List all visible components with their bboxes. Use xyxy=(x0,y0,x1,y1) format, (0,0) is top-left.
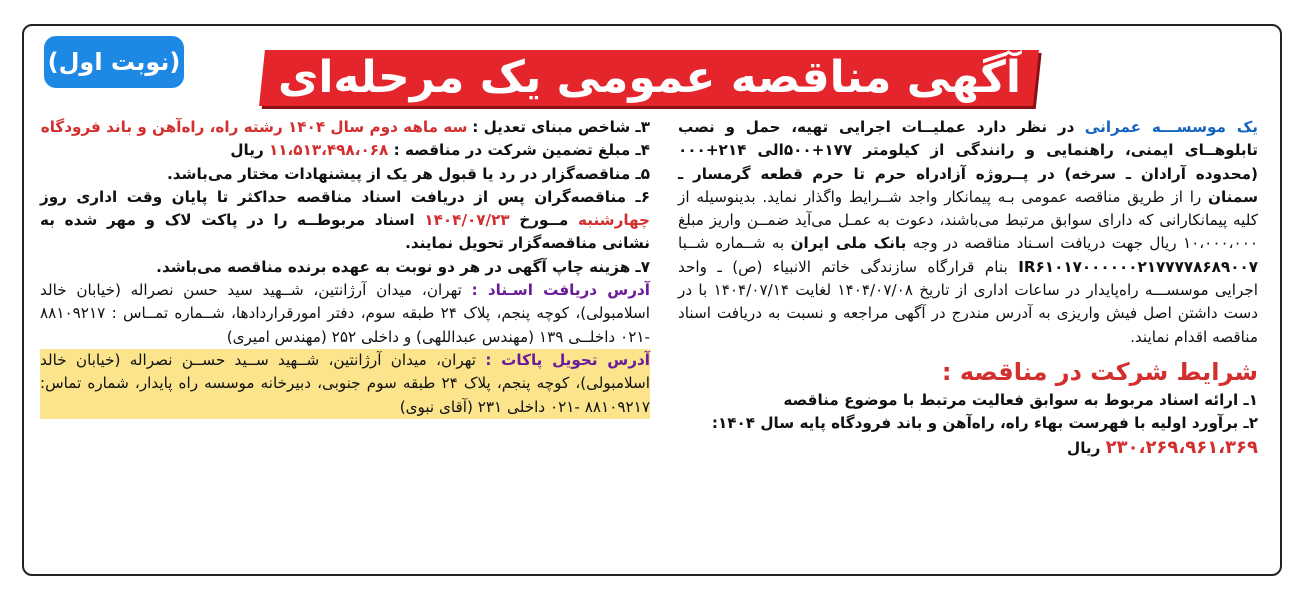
bank-name: بانک ملی ایران xyxy=(790,234,907,253)
estimate-value: ۲۳۰،۲۶۹،۹۶۱،۳۶۹ xyxy=(1105,436,1258,458)
item-6-day: چهارشنبه xyxy=(578,211,650,230)
iban: IR۶۱۰۱۷۰۰۰۰۰۰۲۱۷۷۷۷۸۶۸۹۰۰۷ xyxy=(1018,257,1259,276)
round-badge: (نوبت اول) xyxy=(44,36,184,88)
packet-address xyxy=(40,349,650,419)
intro-org: یک موسســـه عمرانی xyxy=(1084,118,1258,136)
item-5: ۵ـ مناقصه‌گزار در رد یا قبول هر یک از پیشنهادات مختار می‌باشد. xyxy=(167,164,650,183)
intro-segment: قطعه گرمسار ـ سمنان xyxy=(678,164,1258,206)
estimate-line xyxy=(678,436,1258,460)
item-4 xyxy=(40,139,650,162)
item-6-date: ۱۴۰۴/۰۷/۲۳ xyxy=(424,211,510,230)
intro-p3: به شــماره شــبا xyxy=(678,234,785,253)
item-6-b: مــورخ xyxy=(519,211,569,230)
packet-address-text: تهران، میدان آرژانتین، شــهید ســید حســن نصراله (خیابان خالد اسلامبولی)، کوچه پنجم، پلاک ۲۴ طبقه سوم جنوبی، دبیرخانه موسسه راه پایدار، شماره تماس: ۸۸۱۰۹۲۱۷ -۰۲۱ داخلی ۲۳۱ (آقای نبوی) xyxy=(40,350,651,416)
docs-address xyxy=(40,279,650,349)
intro-p2: را از طریق مناقصه عمومی بـه پیمانکار واجد شــرایط واگذار نماید. بدینوسیله از کلیه پیمانکارانی که دارای سوابق مرتبط می‌باشند، دعوت به عمـل می‌آید ضمــن واریز مبلغ ۱۰،۰۰۰،۰۰۰ ریال جهت دریافت اسـناد مناقصه در وجه xyxy=(678,187,1259,253)
docs-address-label: آدرس دریافت اسـناد : xyxy=(471,281,651,300)
item-3 xyxy=(40,116,650,139)
item-7: ۷ـ هزینه چاپ آگهی در هر دو نوبت به عهده برنده مناقصه می‌باشد. xyxy=(156,257,650,276)
condition-1-text: ۱ـ ارائه اسناد مربوط به سوابق فعالیت مرتبط با موضوع مناقصه xyxy=(783,390,1258,409)
item-4-value: ۱۱،۵۱۳،۴۹۸،۰۶۸ xyxy=(269,141,389,160)
item-6 xyxy=(40,186,650,256)
page-title-text: آگهی مناقصه عمومی یک مرحله‌ای xyxy=(277,52,1021,103)
estimate-unit: ریال xyxy=(1067,438,1101,457)
intro-p4: بنام قرارگاه سازندگی خاتم الانبیاء (ص) ـ واحد اجرایی موسســـه راه‌پایدار در ساعات اداری از تاریخ ۱۴۰۴/۰۷/۰۸ لغایت ۱۴۰۴/۰۷/۱۴ با در دست داشتن اصل فیش واریزی به آدرس مندرج در آگهی مراجعه و نسبت به دریافت اسناد مناقصه اقدام نمایند. xyxy=(678,257,1258,346)
docs-address-text: تهران، میدان آرژانتین، شــهید سید حسن نصراله (خیابان خالد اسلامبولی)، کوچه پنجم، پلاک ۲۴ طبقه سوم، دفتر امورقراردادها، شــماره تمــاس : ۸۸۱۰۹۲۱۷ -۰۲۱ داخلــی ۱۳۹ (مهندس عبداللهی) و داخلی ۲۵۲ (مهندس امیری) xyxy=(40,281,651,346)
item-4-label: ۴ـ مبلغ تضمین شرکت در مناقصه : xyxy=(393,141,650,160)
right-column xyxy=(678,116,1258,460)
intro-p1: در نظر دارد عملیــات اجرایی تهیه، حمل و نصب تابلوهــای ایمنی، راهنمایی و رانندگی از کیلومتر ۱۷۷+۵۰۰الی ۲۱۴+۰۰۰ (محدوده آرادان ـ سرخه) در پــروژه آزادراه حرم تا حرم xyxy=(678,118,1259,183)
packet-address-label: آدرس تحویل پاکات : xyxy=(485,350,651,369)
condition-1 xyxy=(678,389,1258,412)
page-title xyxy=(259,50,1039,106)
item-4-unit: ریال xyxy=(230,141,264,160)
condition-2 xyxy=(678,412,1258,435)
item-6-c: اسناد مربوطــه را در پاکت لاک و مهر شده به نشانی مناقصه‌گزار تحویل نمایند. xyxy=(40,211,650,253)
item-6-a: ۶ـ مناقصه‌گران پس از دریافت اسناد مناقصه حداکثر تا پایان وقت اداری روز xyxy=(40,187,650,206)
item-3-label: ۳ـ شاخص مبنای تعدیل : xyxy=(472,118,650,136)
left-column xyxy=(40,116,650,419)
conditions-title: شرایط شرکت در مناقصه : xyxy=(941,357,1258,386)
condition-2-text: ۲ـ برآورد اولیه با فهرست بهاء راه، راه‌آهن و باند فرودگاه پایه سال ۱۴۰۴: xyxy=(711,414,1258,433)
item-3-value: سه ماهه دوم سال ۱۴۰۴ رشته راه، راه‌آهن و باند فرودگاه xyxy=(40,118,468,136)
